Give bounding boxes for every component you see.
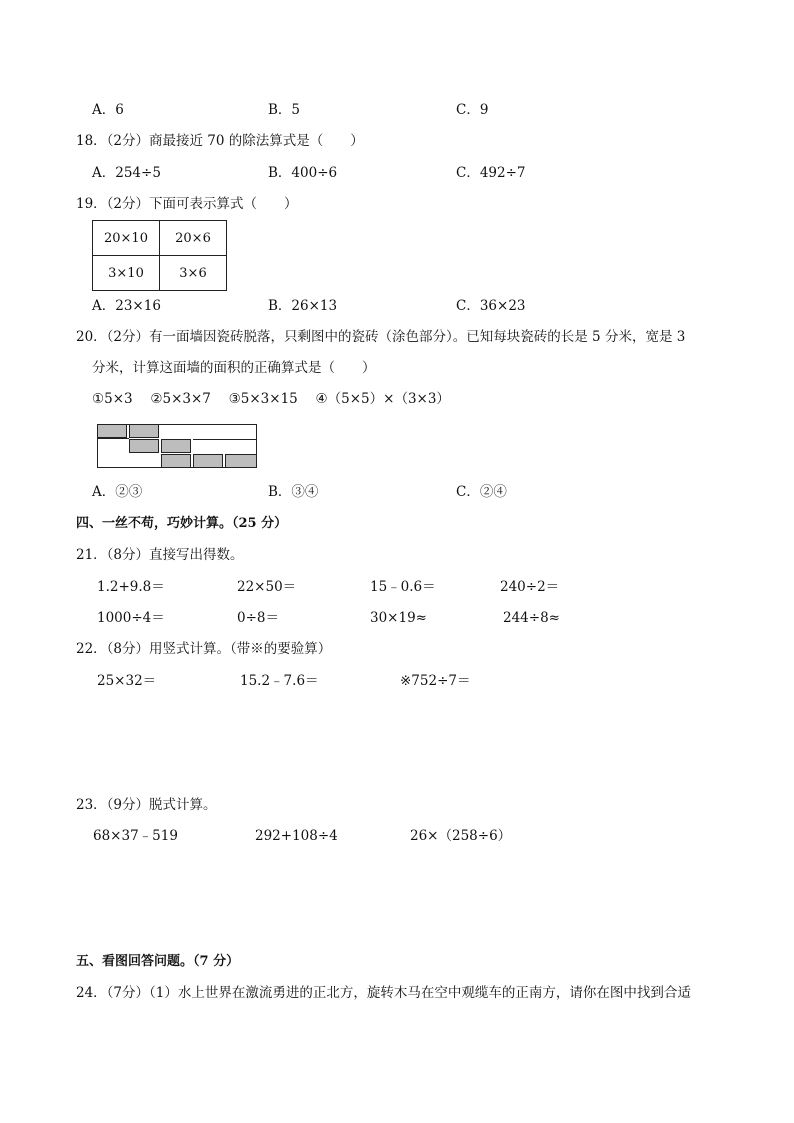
q21-item: 244÷8≈: [503, 610, 560, 626]
tile: [161, 454, 191, 468]
q23-item: 292+108÷4: [255, 828, 338, 844]
q19-multiplication-grid: [92, 220, 227, 291]
q18-stem: 18．（2分）商最接近 70 的除法算式是（ ）: [76, 133, 364, 149]
q17-option-c: C．9: [456, 102, 489, 118]
q17-option-a: A．6: [92, 102, 124, 118]
q21-item: 240÷2＝: [500, 579, 560, 595]
tile-outline: [193, 439, 257, 440]
q21-stem: 21．（8分）直接写出得数。: [76, 547, 244, 563]
q22-item: 15.2﹣7.6＝: [240, 673, 319, 689]
q20-stem-line1: 20．（2分）有一面墙因瓷砖脱落，只剩图中的瓷砖（涂色部分）。已知每块瓷砖的长是 5 分米，宽是 3: [76, 329, 686, 345]
q21-item: 0÷8＝: [237, 610, 279, 626]
q21-item: 1000÷4＝: [97, 610, 165, 626]
q21-item: 15﹣0.6＝: [370, 579, 436, 595]
q22-item: ※752÷7＝: [400, 673, 471, 689]
q23-stem: 23．（9分）脱式计算。: [76, 797, 217, 813]
q21-item: 30×19≈: [370, 610, 427, 626]
section-5-heading: 五、看图回答问题。（7 分）: [76, 954, 240, 969]
q19-option-c: C．36×23: [456, 298, 526, 314]
q21-item: 1.2+9.8＝: [97, 579, 165, 595]
q19-option-a: A．23×16: [92, 298, 161, 314]
grid-cell: 3×10: [93, 256, 160, 291]
tile: [129, 439, 159, 453]
q23-item: 26×（258÷6）: [410, 828, 512, 844]
q20-stem-line2: 分米，计算这面墙的面积的正确算式是（ ）: [92, 360, 376, 376]
q20-option-b: B．③④: [268, 484, 319, 500]
grid-cell: 3×6: [160, 256, 227, 291]
tile: [161, 439, 191, 453]
q20-option-a: A．②③: [92, 484, 143, 500]
q24-stem-line1: 24．（7分）（1）水上世界在激流勇进的正北方，旋转木马在空中观缆车的正南方，请你在图中找到合适: [76, 985, 691, 1001]
tile: [97, 424, 127, 438]
q23-item: 68×37﹣519: [93, 828, 178, 844]
q19-option-b: B．26×13: [268, 298, 338, 314]
q22-item: 25×32＝: [97, 673, 157, 689]
q21-item: 22×50＝: [237, 579, 297, 595]
section-4-heading: 四、一丝不苟，巧妙计算。（25 分）: [76, 516, 288, 531]
q18-option-c: C．492÷7: [456, 165, 526, 181]
q20-option-c: C．②④: [456, 484, 507, 500]
q20-expression-options: ①5×3 ②5×3×7 ③5×3×15 ④（5×5）×（3×3）: [92, 391, 450, 407]
q18-option-a: A．254÷5: [92, 165, 161, 181]
q22-stem: 22．（8分）用竖式计算。（带※的要验算）: [76, 641, 332, 657]
tile: [129, 424, 159, 438]
tile: [193, 454, 223, 468]
tile-outline: [97, 438, 129, 439]
grid-cell: 20×6: [160, 221, 227, 256]
q17-option-b: B．5: [268, 102, 301, 118]
tile: [225, 454, 257, 468]
q19-stem: 19．（2分）下面可表示算式（ ）: [76, 196, 298, 212]
q18-option-b: B．400÷6: [268, 165, 338, 181]
grid-cell: 20×10: [93, 221, 160, 256]
